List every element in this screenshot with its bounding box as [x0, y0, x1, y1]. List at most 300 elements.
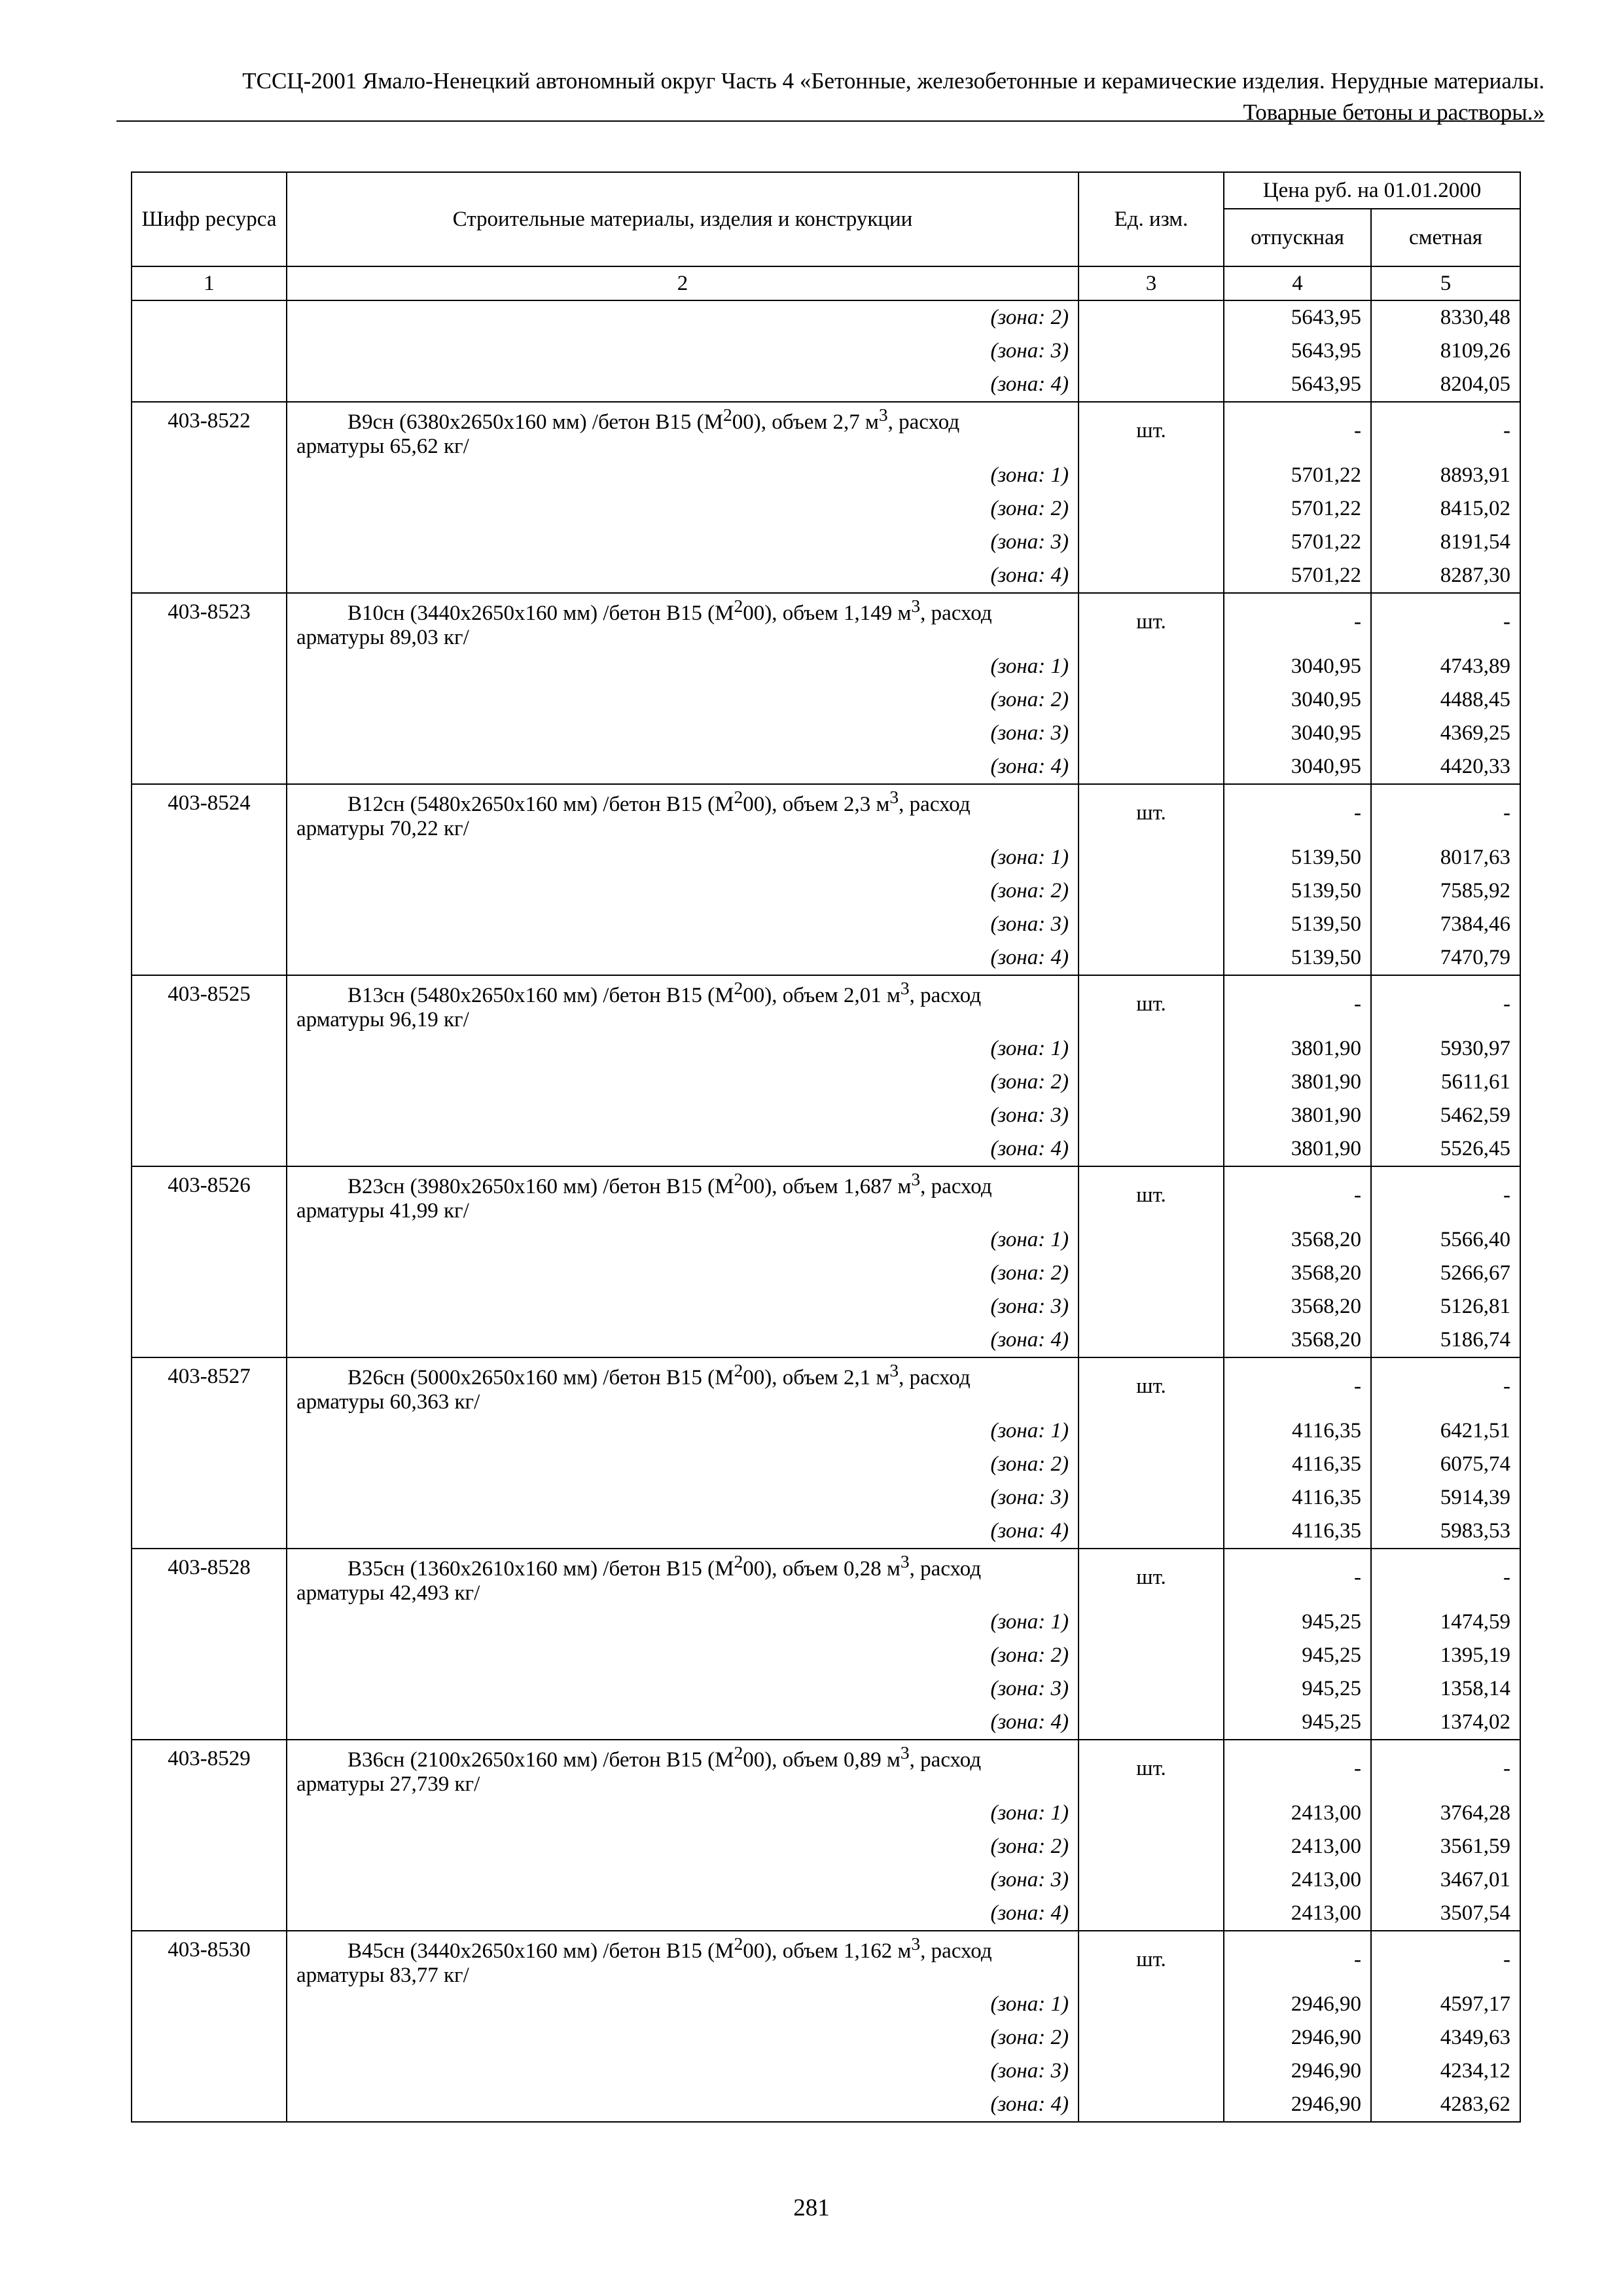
item-description: [287, 975, 1079, 1032]
release-price: -: [1224, 1740, 1371, 1797]
release-price: 5701,22: [1224, 492, 1371, 526]
description-line-2: арматуры 42,493 кг/: [296, 1581, 480, 1605]
zone-row: [132, 1066, 1520, 1099]
zone-row: [132, 1257, 1520, 1290]
description-text: , расход: [899, 1366, 971, 1390]
unit: [1079, 1639, 1224, 1672]
page-header: [116, 65, 1544, 128]
resource-code: 403-8525: [132, 975, 287, 1032]
item-description: [287, 402, 1079, 459]
estimate-price: -: [1371, 402, 1520, 459]
zone-row: [132, 1448, 1520, 1481]
unit: [1079, 1481, 1224, 1515]
description-text: 00), объем 2,7 м: [732, 410, 879, 434]
estimate-price: 4420,33: [1371, 750, 1520, 784]
resource-code: [132, 1897, 287, 1931]
unit: [1079, 1515, 1224, 1549]
release-price: 5139,50: [1224, 908, 1371, 941]
zone-label: (зона: 3): [287, 1672, 1079, 1706]
zone-label: (зона: 3): [287, 1481, 1079, 1515]
unit: шт.: [1079, 1357, 1224, 1414]
zone-row: [132, 1132, 1520, 1166]
resource-code: [132, 1132, 287, 1166]
superscript: 2: [722, 404, 732, 425]
description-text: , расход: [920, 1175, 992, 1198]
zone-label: (зона: 4): [287, 1706, 1079, 1740]
item-description: [287, 1740, 1079, 1797]
release-price: 2413,00: [1224, 1830, 1371, 1863]
estimate-price: 5126,81: [1371, 1290, 1520, 1323]
resource-code: [132, 1414, 287, 1448]
unit: шт.: [1079, 402, 1224, 459]
column-number: 5: [1371, 266, 1520, 300]
zone-label: (зона: 1): [287, 1797, 1079, 1830]
item-description: [287, 1357, 1079, 1414]
zone-row: [132, 1830, 1520, 1863]
superscript: 2: [734, 1551, 743, 1571]
resource-code: [132, 2054, 287, 2088]
estimate-price: -: [1371, 975, 1520, 1032]
unit: [1079, 368, 1224, 402]
resource-code: [132, 1830, 287, 1863]
unit: [1079, 2088, 1224, 2122]
superscript: 2: [734, 787, 743, 807]
estimate-price: 7585,92: [1371, 874, 1520, 908]
resource-code: 403-8523: [132, 593, 287, 650]
estimate-price: 1474,59: [1371, 1605, 1520, 1639]
resource-code: [132, 683, 287, 717]
superscript: 3: [889, 1360, 899, 1380]
release-price: 5643,95: [1224, 368, 1371, 402]
description-line-1: [296, 1549, 1069, 1581]
zone-row: [132, 459, 1520, 492]
item-row: [132, 593, 1520, 650]
zone-row: [132, 1515, 1520, 1549]
description-text: В45сн (3440х2650х160 мм) /бетон В15 (М: [348, 1939, 734, 1963]
zone-label: (зона: 2): [287, 492, 1079, 526]
resource-code: 403-8529: [132, 1740, 287, 1797]
release-price: 5139,50: [1224, 874, 1371, 908]
resource-code: 403-8528: [132, 1549, 287, 1605]
header-divider: [116, 120, 1544, 122]
resource-code: [132, 908, 287, 941]
item-row: [132, 402, 1520, 459]
superscript: 2: [734, 1742, 743, 1763]
estimate-price: 8893,91: [1371, 459, 1520, 492]
release-price: 2946,90: [1224, 2021, 1371, 2054]
zone-row: [132, 2054, 1520, 2088]
unit: [1079, 300, 1224, 334]
zone-row: [132, 1481, 1520, 1515]
release-price: 945,25: [1224, 1639, 1371, 1672]
superscript: 3: [900, 1742, 910, 1763]
header-price: Цена руб. на 01.01.2000: [1224, 172, 1520, 209]
zone-row: [132, 1032, 1520, 1066]
zone-row: [132, 841, 1520, 874]
estimate-price: 4488,45: [1371, 683, 1520, 717]
estimate-price: 4283,62: [1371, 2088, 1520, 2122]
release-price: 3801,90: [1224, 1066, 1371, 1099]
resource-code: [132, 941, 287, 975]
price-table: [131, 171, 1521, 2123]
estimate-price: 5914,39: [1371, 1481, 1520, 1515]
item-description: [287, 1166, 1079, 1223]
zone-row: [132, 1672, 1520, 1706]
resource-code: [132, 2021, 287, 2054]
superscript: 2: [734, 596, 743, 616]
unit: [1079, 908, 1224, 941]
unit: [1079, 1672, 1224, 1706]
unit: [1079, 559, 1224, 593]
release-price: 5643,95: [1224, 300, 1371, 334]
zone-label: (зона: 1): [287, 1223, 1079, 1257]
zone-row: [132, 874, 1520, 908]
unit: [1079, 1290, 1224, 1323]
description-line-1: [296, 403, 1069, 435]
zone-row: [132, 1323, 1520, 1357]
unit: шт.: [1079, 1740, 1224, 1797]
estimate-price: 7470,79: [1371, 941, 1520, 975]
description-text: В35сн (1360х2610х160 мм) /бетон В15 (М: [348, 1557, 734, 1581]
zone-label: (зона: 4): [287, 750, 1079, 784]
zone-label: (зона: 2): [287, 1448, 1079, 1481]
unit: [1079, 1706, 1224, 1740]
zone-row: [132, 683, 1520, 717]
item-description: [287, 784, 1079, 841]
resource-code: [132, 1032, 287, 1066]
resource-code: [132, 841, 287, 874]
table-body: [132, 300, 1520, 2122]
unit: [1079, 526, 1224, 559]
superscript: 3: [900, 978, 910, 998]
description-line-2: арматуры 65,62 кг/: [296, 435, 469, 458]
release-price: -: [1224, 1549, 1371, 1605]
zone-row: [132, 1797, 1520, 1830]
estimate-price: -: [1371, 784, 1520, 841]
superscript: 3: [878, 404, 888, 425]
description-text: 00), объем 1,687 м: [743, 1175, 912, 1198]
zone-label: (зона: 2): [287, 1639, 1079, 1672]
estimate-price: 8204,05: [1371, 368, 1520, 402]
release-price: 945,25: [1224, 1706, 1371, 1740]
zone-row: [132, 2021, 1520, 2054]
header-estimate: сметная: [1371, 209, 1520, 266]
description-line-1: [296, 1167, 1069, 1199]
resource-code: 403-8524: [132, 784, 287, 841]
item-row: [132, 1357, 1520, 1414]
release-price: 2413,00: [1224, 1863, 1371, 1897]
estimate-price: 4234,12: [1371, 2054, 1520, 2088]
superscript: 3: [911, 1169, 921, 1189]
description-line-2: арматуры 83,77 кг/: [296, 1964, 469, 1987]
item-row: [132, 1166, 1520, 1223]
resource-code: [132, 2088, 287, 2122]
estimate-price: -: [1371, 1740, 1520, 1797]
column-number: 4: [1224, 266, 1371, 300]
zone-row: [132, 650, 1520, 683]
unit: [1079, 1830, 1224, 1863]
estimate-price: 5186,74: [1371, 1323, 1520, 1357]
estimate-price: 5611,61: [1371, 1066, 1520, 1099]
release-price: 3040,95: [1224, 717, 1371, 750]
resource-code: [132, 750, 287, 784]
description-line-1: [296, 785, 1069, 817]
estimate-price: -: [1371, 1549, 1520, 1605]
unit: [1079, 1797, 1224, 1830]
description-line-1: [296, 1358, 1069, 1390]
zone-label: (зона: 1): [287, 650, 1079, 683]
unit: [1079, 941, 1224, 975]
resource-code: [132, 650, 287, 683]
release-price: 5139,50: [1224, 841, 1371, 874]
release-price: -: [1224, 593, 1371, 650]
zone-row: [132, 1099, 1520, 1132]
description-text: , расход: [909, 1748, 982, 1772]
release-price: -: [1224, 784, 1371, 841]
zone-label: (зона: 1): [287, 1605, 1079, 1639]
zone-label: (зона: 3): [287, 908, 1079, 941]
zone-label: (зона: 4): [287, 559, 1079, 593]
zone-label: (зона: 2): [287, 1066, 1079, 1099]
description-text: 00), объем 2,01 м: [743, 984, 901, 1007]
resource-code: [132, 1066, 287, 1099]
description-text: 00), объем 0,28 м: [743, 1557, 901, 1581]
estimate-price: 8330,48: [1371, 300, 1520, 334]
description-line-2: арматуры 96,19 кг/: [296, 1008, 469, 1031]
release-price: 4116,35: [1224, 1448, 1371, 1481]
resource-code: [132, 1605, 287, 1639]
header-code: Шифр ресурса: [132, 172, 287, 266]
unit: шт.: [1079, 1166, 1224, 1223]
zone-label: (зона: 2): [287, 683, 1079, 717]
zone-label: (зона: 2): [287, 300, 1079, 334]
item-description: [287, 1931, 1079, 1988]
unit: [1079, 1323, 1224, 1357]
superscript: 3: [900, 1551, 910, 1571]
resource-code: 403-8530: [132, 1931, 287, 1988]
superscript: 2: [734, 1933, 743, 1954]
estimate-price: 5983,53: [1371, 1515, 1520, 1549]
item-description: [287, 1549, 1079, 1605]
zone-row: [132, 2088, 1520, 2122]
zone-row: [132, 908, 1520, 941]
zone-row: [132, 368, 1520, 402]
zone-row: [132, 526, 1520, 559]
estimate-price: 4597,17: [1371, 1988, 1520, 2021]
estimate-price: 5566,40: [1371, 1223, 1520, 1257]
release-price: 3568,20: [1224, 1290, 1371, 1323]
zone-label: (зона: 4): [287, 1132, 1079, 1166]
release-price: 3040,95: [1224, 683, 1371, 717]
resource-code: [132, 1515, 287, 1549]
estimate-price: 4349,63: [1371, 2021, 1520, 2054]
estimate-price: 8287,30: [1371, 559, 1520, 593]
item-row: [132, 1740, 1520, 1797]
estimate-price: 1358,14: [1371, 1672, 1520, 1706]
zone-row: [132, 1290, 1520, 1323]
zone-label: (зона: 2): [287, 1257, 1079, 1290]
release-price: 3040,95: [1224, 750, 1371, 784]
unit: [1079, 841, 1224, 874]
estimate-price: 5266,67: [1371, 1257, 1520, 1290]
release-price: 3801,90: [1224, 1032, 1371, 1066]
zone-label: (зона: 3): [287, 334, 1079, 368]
description-line-1: [296, 976, 1069, 1008]
release-price: 3568,20: [1224, 1323, 1371, 1357]
release-price: -: [1224, 402, 1371, 459]
description-text: , расход: [899, 793, 971, 816]
unit: [1079, 1605, 1224, 1639]
zone-row: [132, 559, 1520, 593]
superscript: 2: [734, 1169, 743, 1189]
unit: [1079, 1257, 1224, 1290]
release-price: 3040,95: [1224, 650, 1371, 683]
description-text: В23сн (3980х2650х160 мм) /бетон В15 (М: [348, 1175, 734, 1198]
unit: [1079, 1032, 1224, 1066]
zone-label: (зона: 1): [287, 1032, 1079, 1066]
zone-row: [132, 1639, 1520, 1672]
release-price: -: [1224, 1931, 1371, 1988]
description-text: В36сн (2100х2650х160 мм) /бетон В15 (М: [348, 1748, 734, 1772]
estimate-price: -: [1371, 1357, 1520, 1414]
zone-row: [132, 1897, 1520, 1931]
release-price: 945,25: [1224, 1672, 1371, 1706]
resource-code: 403-8526: [132, 1166, 287, 1223]
description-text: В13сн (5480х2650х160 мм) /бетон В15 (М: [348, 984, 734, 1007]
description-line-1: [296, 1740, 1069, 1772]
release-price: 2413,00: [1224, 1897, 1371, 1931]
resource-code: [132, 1639, 287, 1672]
resource-code: [132, 1481, 287, 1515]
zone-label: (зона: 3): [287, 717, 1079, 750]
release-price: 5701,22: [1224, 459, 1371, 492]
description-line-2: арматуры 41,99 кг/: [296, 1199, 469, 1223]
estimate-price: 8191,54: [1371, 526, 1520, 559]
resource-code: [132, 1797, 287, 1830]
zone-label: (зона: 3): [287, 1863, 1079, 1897]
zone-label: (зона: 4): [287, 1323, 1079, 1357]
unit: шт.: [1079, 593, 1224, 650]
release-price: 3568,20: [1224, 1257, 1371, 1290]
resource-code: [132, 300, 287, 334]
description-text: В10сн (3440х2650х160 мм) /бетон В15 (М: [348, 601, 734, 625]
release-price: 3801,90: [1224, 1132, 1371, 1166]
header-line-1: ТССЦ-2001 Ямало-Ненецкий автономный округ Часть 4 «Бетонные, железобетонные и керамические изделия. Нерудные материалы.: [242, 68, 1544, 94]
resource-code: [132, 1323, 287, 1357]
estimate-price: 7384,46: [1371, 908, 1520, 941]
resource-code: [132, 1448, 287, 1481]
resource-code: [132, 492, 287, 526]
unit: [1079, 650, 1224, 683]
zone-label: (зона: 3): [287, 2054, 1079, 2088]
unit: [1079, 2054, 1224, 2088]
release-price: 3568,20: [1224, 1223, 1371, 1257]
release-price: 2413,00: [1224, 1797, 1371, 1830]
estimate-price: 3561,59: [1371, 1830, 1520, 1863]
estimate-price: 4743,89: [1371, 650, 1520, 683]
description-text: , расход: [920, 1939, 992, 1963]
release-price: 5701,22: [1224, 559, 1371, 593]
zone-row: [132, 1988, 1520, 2021]
zone-row: [132, 492, 1520, 526]
item-row: [132, 975, 1520, 1032]
description-text: 00), объем 1,149 м: [743, 601, 912, 625]
estimate-price: 5930,97: [1371, 1032, 1520, 1066]
resource-code: [132, 1099, 287, 1132]
unit: [1079, 1099, 1224, 1132]
unit: [1079, 334, 1224, 368]
description-text: В26сн (5000х2650х160 мм) /бетон В15 (М: [348, 1366, 734, 1390]
resource-code: [132, 1672, 287, 1706]
release-price: -: [1224, 975, 1371, 1032]
zone-label: (зона: 3): [287, 1290, 1079, 1323]
zone-label: (зона: 2): [287, 2021, 1079, 2054]
column-number: 2: [287, 266, 1079, 300]
resource-code: [132, 1706, 287, 1740]
page-number: 281: [793, 2195, 830, 2221]
estimate-price: 3467,01: [1371, 1863, 1520, 1897]
zone-label: (зона: 2): [287, 874, 1079, 908]
resource-code: [132, 368, 287, 402]
description-line-1: [296, 594, 1069, 626]
estimate-price: 6075,74: [1371, 1448, 1520, 1481]
table-header: [132, 172, 1520, 300]
superscript: 3: [911, 596, 921, 616]
release-price: 5139,50: [1224, 941, 1371, 975]
resource-code: 403-8522: [132, 402, 287, 459]
column-number: 1: [132, 266, 287, 300]
zone-row: [132, 1863, 1520, 1897]
description-text: 00), объем 2,3 м: [743, 793, 890, 816]
header-name: Строительные материалы, изделия и конструкции: [287, 172, 1079, 266]
release-price: 945,25: [1224, 1605, 1371, 1639]
unit: шт.: [1079, 1931, 1224, 1988]
zone-row: [132, 1223, 1520, 1257]
estimate-price: 4369,25: [1371, 717, 1520, 750]
zone-row: [132, 1414, 1520, 1448]
item-row: [132, 1549, 1520, 1605]
resource-code: [132, 334, 287, 368]
release-price: -: [1224, 1357, 1371, 1414]
estimate-price: 8017,63: [1371, 841, 1520, 874]
estimate-price: 3764,28: [1371, 1797, 1520, 1830]
zone-label: (зона: 4): [287, 368, 1079, 402]
estimate-price: -: [1371, 1166, 1520, 1223]
zone-row: [132, 717, 1520, 750]
zone-row: [132, 300, 1520, 334]
zone-label: (зона: 1): [287, 459, 1079, 492]
release-price: -: [1224, 1166, 1371, 1223]
release-price: 4116,35: [1224, 1515, 1371, 1549]
estimate-price: 5526,45: [1371, 1132, 1520, 1166]
release-price: 2946,90: [1224, 2088, 1371, 2122]
zone-row: [132, 334, 1520, 368]
unit: [1079, 750, 1224, 784]
unit: [1079, 1223, 1224, 1257]
estimate-price: 5462,59: [1371, 1099, 1520, 1132]
zone-label: (зона: 1): [287, 1414, 1079, 1448]
release-price: 3801,90: [1224, 1099, 1371, 1132]
estimate-price: 1374,02: [1371, 1706, 1520, 1740]
resource-code: [132, 1863, 287, 1897]
zone-label: (зона: 4): [287, 2088, 1079, 2122]
unit: [1079, 1448, 1224, 1481]
release-price: 5643,95: [1224, 334, 1371, 368]
description-text: В9сн (6380х2650х160 мм) /бетон В15 (М: [348, 410, 723, 434]
zone-row: [132, 750, 1520, 784]
unit: [1079, 1897, 1224, 1931]
header-release: отпускная: [1224, 209, 1371, 266]
